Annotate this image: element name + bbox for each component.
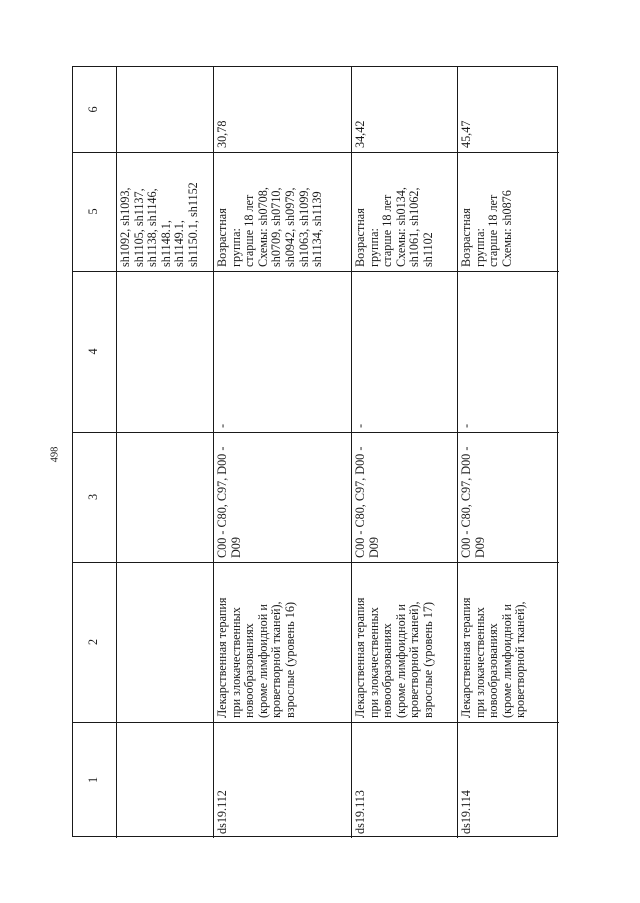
row-1-diagnosis-text: C00 - C80, C97, D00 - D09: [215, 446, 243, 558]
row-3-other: [457, 152, 559, 271]
page-number-text: 498: [49, 446, 61, 462]
column-header-5-text: 5: [86, 208, 100, 215]
page-number: [43, 434, 67, 474]
row-1-code-text: ds19.112: [215, 790, 229, 834]
row-2-coefficient: [351, 67, 457, 152]
column-header-5: [73, 152, 116, 271]
row-2-coefficient-text: 34,42: [353, 120, 367, 148]
tariff-table: [72, 66, 558, 837]
row-1-other-text: Возрастная группа: старше 18 лет Схемы: sh0708, sh0709, sh0710, sh0942, sh0979, sh1063, sh1099, sh1134, sh1139: [215, 187, 325, 267]
continuation-schemes-cell: [116, 152, 213, 271]
row-1-coefficient: [213, 67, 351, 152]
column-header-3-text: 3: [86, 493, 100, 501]
row-2-service-text: -: [353, 423, 367, 428]
column-header-1-text: 1: [86, 776, 100, 784]
row-3-coefficient-text: 45,47: [459, 120, 473, 148]
row-2-diagnosis: [351, 432, 457, 562]
row-1-service: [213, 271, 351, 432]
row-3-diagnosis: [457, 432, 559, 562]
row-2-diagnosis-text: C00 - C80, C97, D00 - D09: [353, 446, 381, 558]
column-header-6: [73, 67, 116, 152]
row-3-service: [457, 271, 559, 432]
row-3-diagnosis-text: C00 - C80, C97, D00 - D09: [459, 446, 487, 558]
row-2-other: [351, 152, 457, 271]
row-2-name: [351, 562, 457, 722]
row-2-other-text: Возрастная группа: старше 18 лет Схемы: sh0134, sh1061, sh1062, sh1102: [353, 187, 435, 267]
row-1-service-text: -: [215, 423, 229, 428]
row-3-other-text: Возрастная группа: старше 18 лет Схемы: sh0876: [459, 190, 514, 267]
column-header-4: [73, 271, 116, 432]
row-2-code: [351, 722, 457, 838]
column-header-1: [73, 722, 116, 838]
row-3-name-text: Лекарственная терапия при злокачественных новообразованиях (кроме лимфоидной и кроветворной тканей),: [459, 597, 528, 718]
row-3-coefficient: [457, 67, 559, 152]
row-2-service: [351, 271, 457, 432]
row-3-code: [457, 722, 559, 838]
continuation-coefficient-cell: [116, 67, 213, 152]
continuation-schemes-cell-text: sh1092, sh1093, sh1105, sh1137, sh1138, sh1146, sh1148.1, sh1149.1, sh1150.1, sh1152: [118, 182, 200, 267]
column-header-2-text: 2: [86, 638, 100, 646]
row-1-name: [213, 562, 351, 722]
column-header-3: [73, 432, 116, 562]
row-2-name-text: Лекарственная терапия при злокачественных новообразованиях (кроме лимфоидной и кроветворной тканей), взрослые (уровень 17): [353, 597, 435, 718]
row-1-coefficient-text: 30,78: [215, 120, 229, 148]
row-1-name-text: Лекарственная терапия при злокачественных новообразованиях (кроме лимфоидной и кроветворной тканей), взрослые (уровень 16): [215, 597, 297, 718]
row-3-code-text: ds19.114: [459, 790, 473, 834]
column-header-2: [73, 562, 116, 722]
column-header-6-text: 6: [86, 106, 100, 113]
row-3-name: [457, 562, 559, 722]
column-header-4-text: 4: [86, 348, 100, 355]
row-1-diagnosis: [213, 432, 351, 562]
row-1-other: [213, 152, 351, 271]
row-3-service-text: -: [459, 423, 473, 428]
row-2-code-text: ds19.113: [353, 790, 367, 834]
row-1-code: [213, 722, 351, 838]
